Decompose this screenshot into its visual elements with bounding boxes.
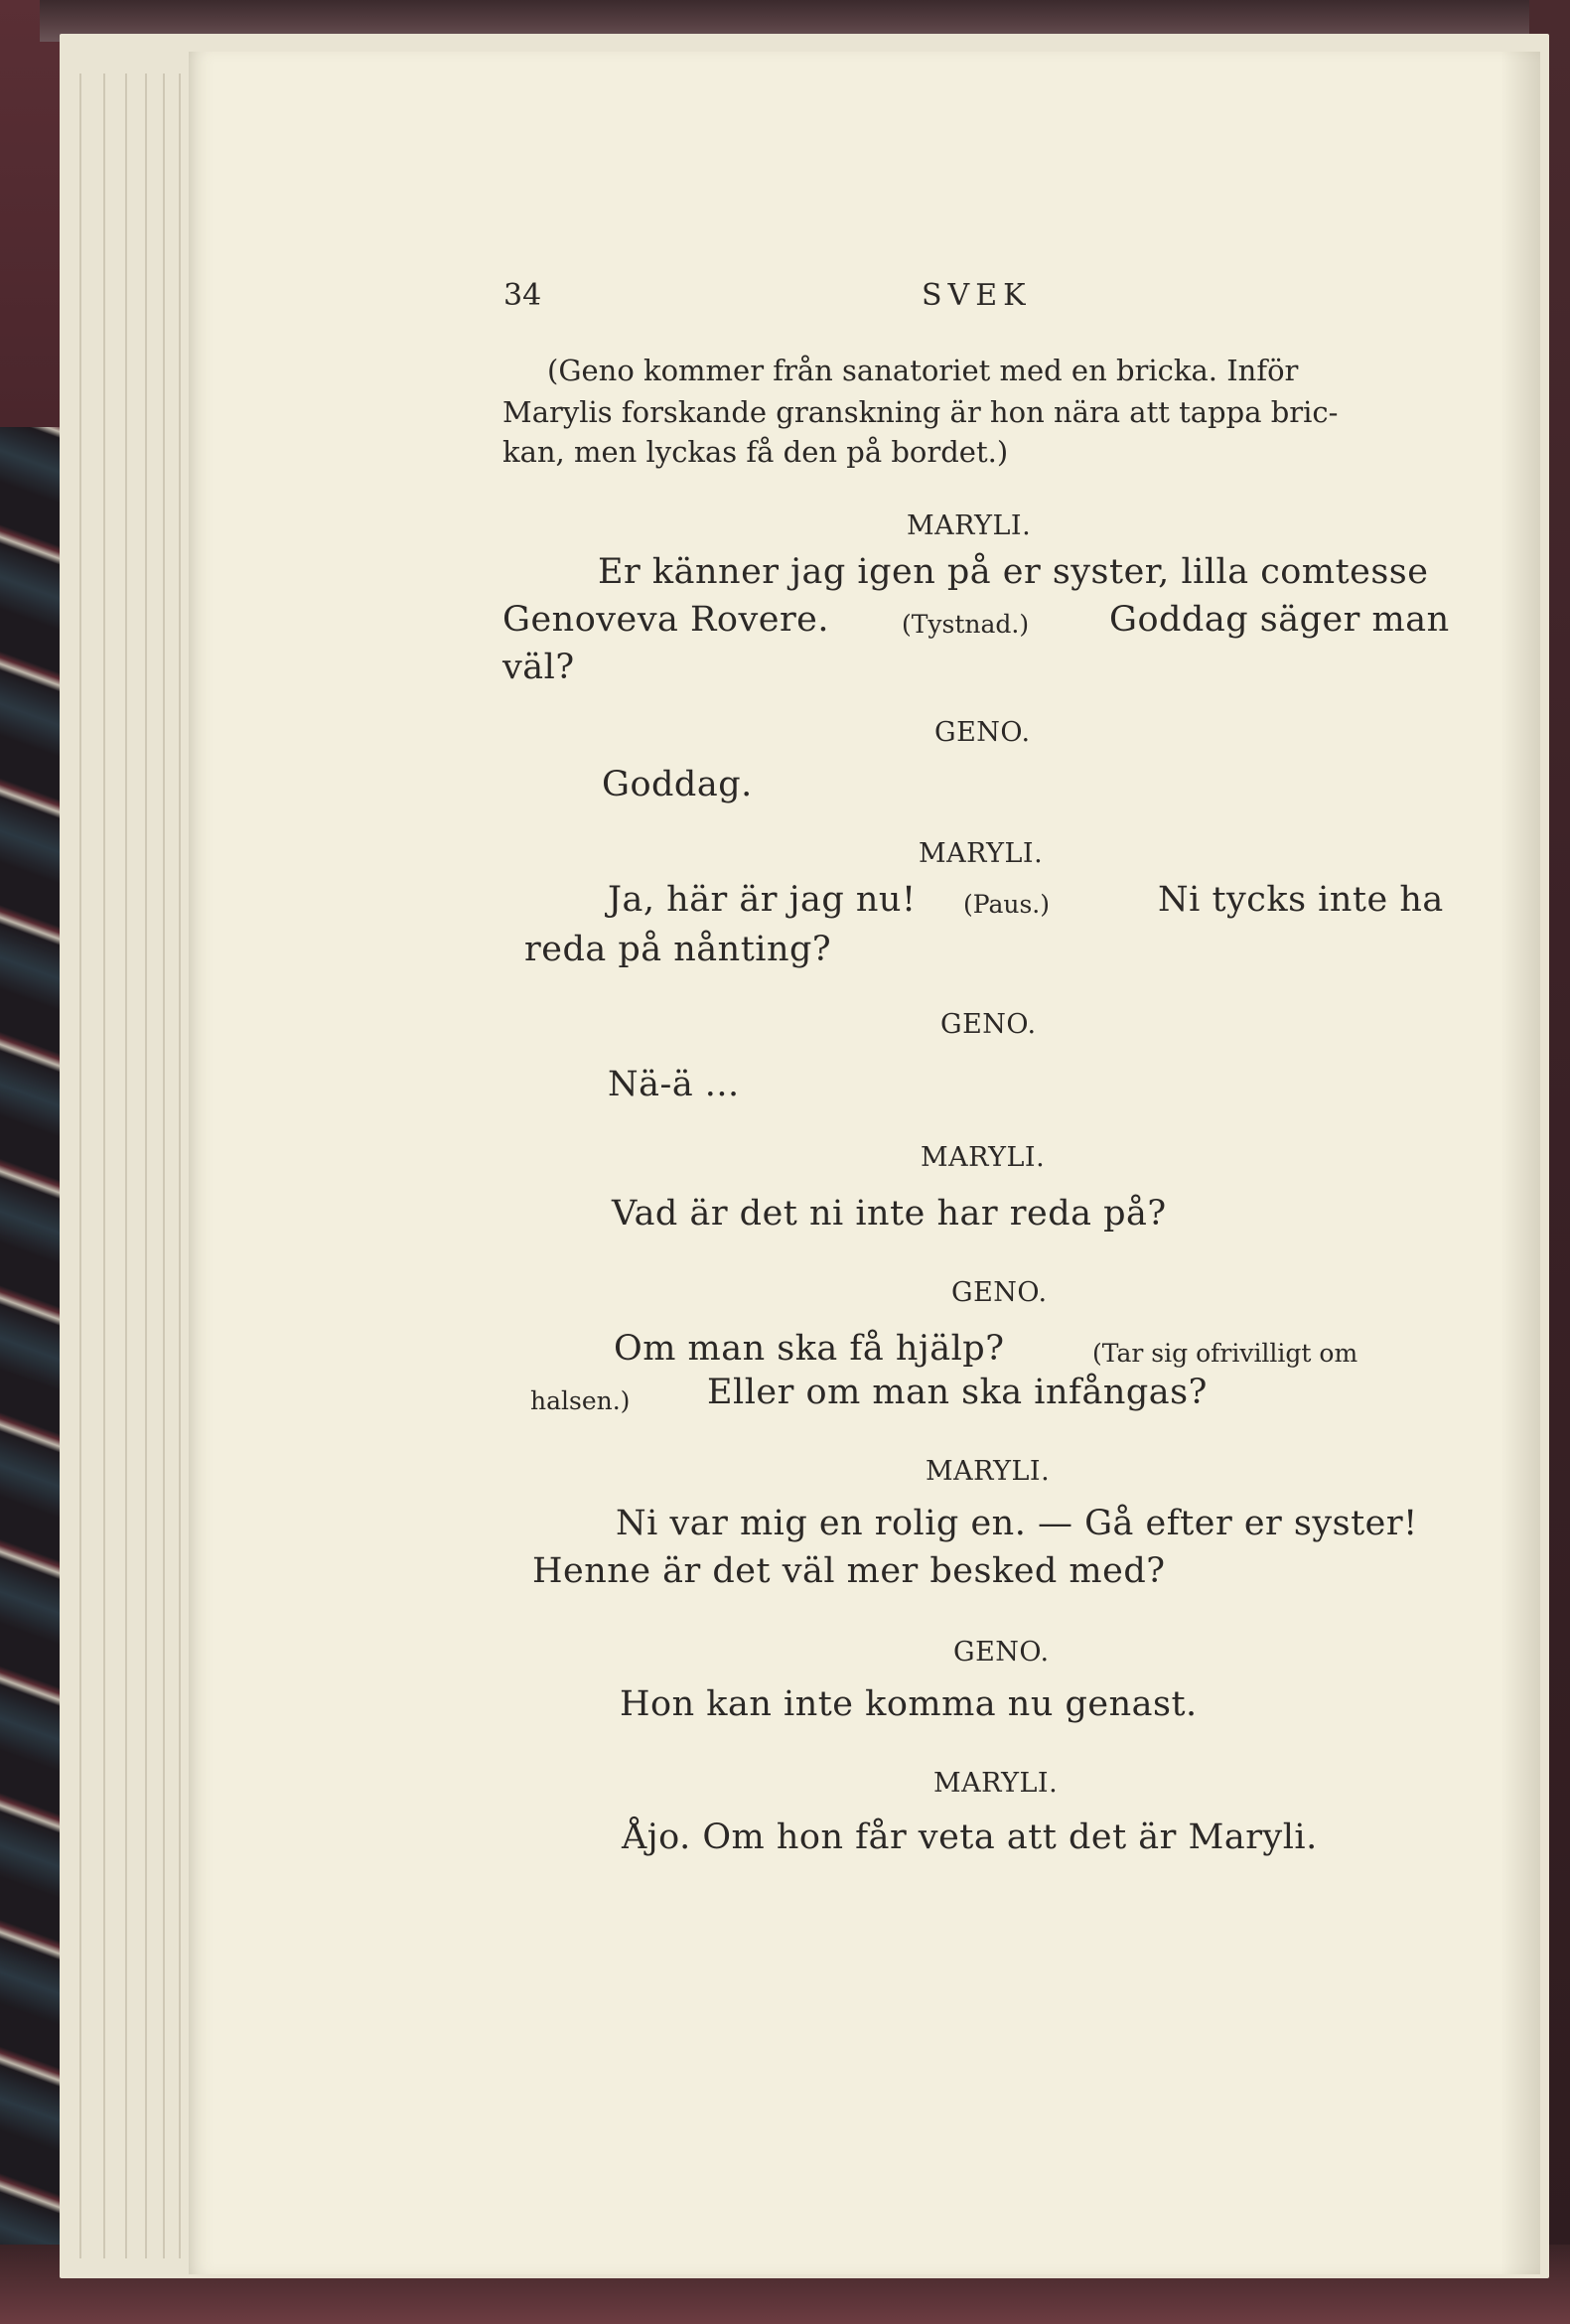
dialogue-line: reda på nånting? [524,930,832,969]
page-edge-line [125,73,127,2258]
dialogue-line: Ni var mig en rolig en. — Gå efter er syster! [616,1504,1418,1543]
dialogue-line: Goddag säger man [1109,600,1450,640]
page-edge-line [179,73,181,2258]
gutter-shadow [1500,52,1540,2274]
page-edge-line [79,73,81,2258]
speaker-name: MARYLI. [933,1768,1059,1799]
inline-stage-direction: (Paus.) [963,890,1050,919]
dialogue-line: Er känner jag igen på er syster, lilla comtesse [598,552,1429,592]
dialogue-line: Genoveva Rovere. [502,600,830,640]
inline-stage-direction: (Tar sig ofrivilligt om [1092,1339,1358,1368]
speaker-name: MARYLI. [919,838,1044,869]
stage-direction-line: Marylis forskande granskning är hon nära att tappa bric- [502,395,1339,429]
stage-direction-line: (Geno kommer från sanatoriet med en bricka. Inför [547,354,1299,387]
inline-stage-direction: halsen.) [530,1386,631,1415]
running-title: SVEK [922,278,1032,313]
speaker-name: GENO. [934,717,1031,748]
dialogue-line: Vad är det ni inte har reda på? [612,1194,1167,1234]
dialogue-line: Henne är det väl mer besked med? [532,1551,1166,1591]
page-number: 34 [503,278,542,313]
page-edge-line [103,73,105,2258]
speaker-name: GENO. [951,1277,1048,1308]
page-edge-line [163,73,165,2258]
dialogue-line: Ja, här är jag nu! [608,880,917,920]
dialogue-line: väl? [502,648,575,687]
dialogue-line: Om man ska få hjälp? [614,1329,1005,1369]
speaker-name: MARYLI. [926,1456,1051,1487]
dialogue-line: Ni tycks inte ha [1158,880,1444,920]
dialogue-line: Åjo. Om hon får veta att det är Maryli. [622,1817,1318,1857]
speaker-name: MARYLI. [921,1142,1046,1173]
inline-stage-direction: (Tystnad.) [902,610,1030,639]
dialogue-line: Goddag. [602,765,753,804]
stage-direction-line: kan, men lyckas få den på bordet.) [502,435,1009,469]
speaker-name: GENO. [940,1009,1037,1040]
page-edge-line [145,73,147,2258]
dialogue-line: Eller om man ska infångas? [707,1373,1208,1412]
speaker-name: GENO. [953,1637,1050,1668]
speaker-name: MARYLI. [907,510,1032,541]
dialogue-line: Hon kan inte komma nu genast. [620,1684,1198,1724]
dialogue-line: Nä-ä ... [608,1065,740,1104]
